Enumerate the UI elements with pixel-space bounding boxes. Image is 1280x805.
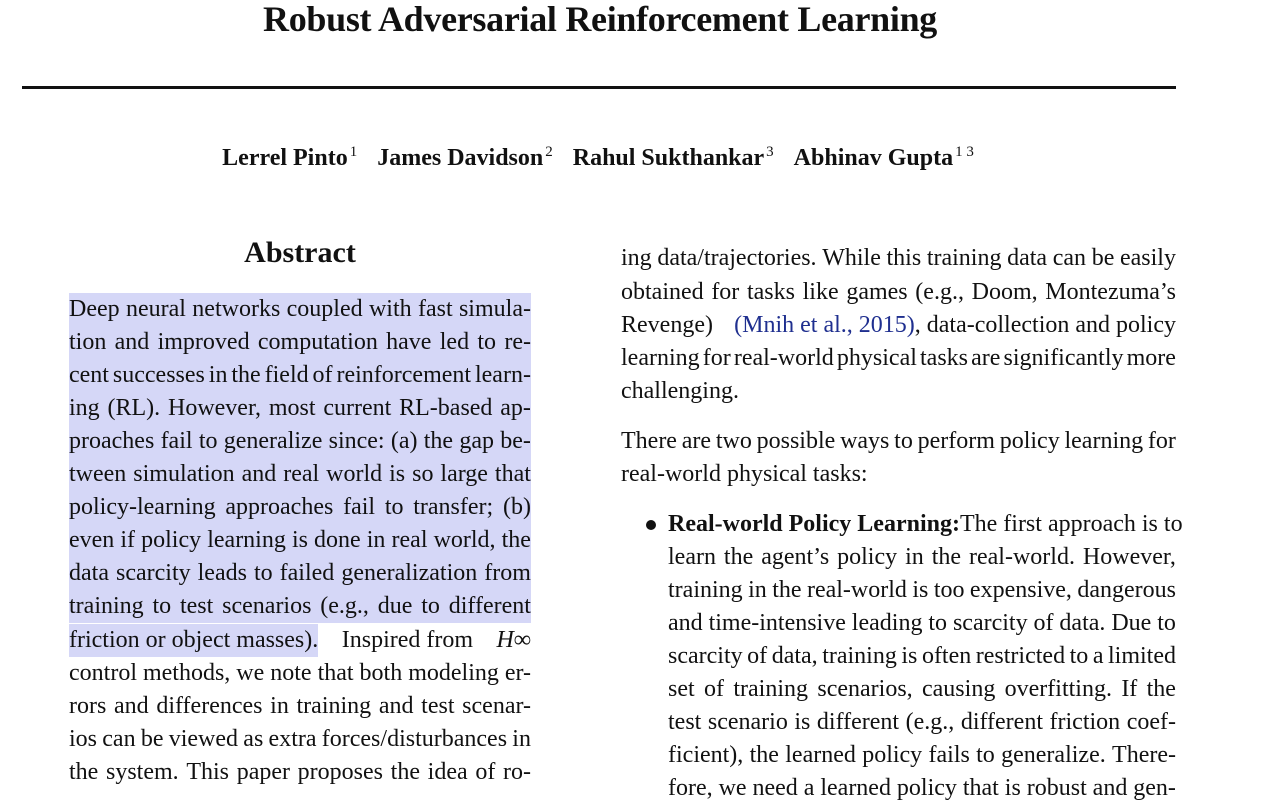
author: Lerrel Pinto $^1$	[222, 144, 358, 171]
list-item-line[interactable]: set of training scenarios, causing overfitting. If the	[668, 676, 1176, 702]
abstract-line[interactable]: ing (RL). However, most current RL-based ap-	[69, 392, 531, 425]
body-line[interactable]: learning for real-world physical tasks are significantly more	[621, 345, 1176, 371]
paper-title: Robust Adversarial Reinforcement Learning	[263, 0, 937, 39]
abstract-line[interactable]: proaches fail to generalize since: (a) the gap be-	[69, 425, 531, 458]
highlighted-text[interactable]: friction or object masses).	[69, 624, 318, 657]
bullet-icon	[646, 520, 656, 530]
abstract-line[interactable]: even if policy learning is done in real world, the	[69, 524, 531, 557]
body-line[interactable]: real-world physical tasks:	[621, 461, 868, 487]
abstract-line[interactable]: policy-learning approaches fail to transfer; (b)	[69, 491, 531, 524]
author-list	[0, 144, 1196, 172]
abstract-line[interactable]: rors and differences in training and test scenar-	[69, 693, 531, 719]
abstract-heading: Abstract	[244, 236, 356, 269]
author: Rahul Sukthankar $^3$	[572, 144, 774, 171]
abstract-line[interactable]: training to test scenarios (e.g., due to different	[69, 590, 531, 623]
body-line[interactable]: There are two possible ways to perform policy learning for	[621, 428, 1176, 454]
abstract-line[interactable]: ios can be viewed as extra forces/disturbances in	[69, 726, 531, 752]
h-infinity-symbol: H∞	[496, 627, 531, 653]
body-line[interactable]: obtained for tasks like games (e.g., Doom, Montezuma’s	[621, 279, 1176, 305]
abstract-line[interactable]: tween simulation and real world is so large that	[69, 458, 531, 491]
title-rule	[22, 86, 1176, 89]
body-line[interactable]: Revenge) (Mnih et al., 2015), data-collection and policy	[621, 312, 1176, 338]
list-item-line[interactable]: and time-intensive leading to scarcity of data. Due to	[668, 610, 1176, 636]
abstract-line[interactable]: control methods, we note that both modeling er-	[69, 660, 531, 686]
author: James Davidson $^2$	[377, 144, 553, 171]
abstract-line[interactable]: friction or object masses). Inspired from H∞	[69, 624, 531, 657]
abstract-line[interactable]: Deep neural networks coupled with fast simula-	[69, 293, 531, 326]
body-line[interactable]: challenging.	[621, 378, 739, 404]
abstract-line[interactable]: data scarcity leads to failed generalization from	[69, 557, 531, 590]
author: Abhinav Gupta $^{1 3}$	[793, 144, 974, 171]
list-item-line[interactable]: ficient), the learned policy fails to generalize. There-	[668, 742, 1176, 768]
body-line[interactable]: ing data/trajectories. While this training data can be easily	[621, 245, 1176, 271]
abstract-line[interactable]: tion and improved computation have led to re-	[69, 326, 531, 359]
list-item-line[interactable]: test scenario is different (e.g., different friction coef-	[668, 709, 1176, 735]
list-item-line[interactable]: scarcity of data, training is often restricted to a limited	[668, 643, 1176, 669]
list-item-line[interactable]: Real-world Policy Learning: The first approach is to	[668, 508, 1176, 541]
list-item-line[interactable]: fore, we need a learned policy that is robust and gen-	[668, 775, 1176, 801]
abstract-line[interactable]: cent successes in the field of reinforcement learn-	[69, 359, 531, 392]
list-item-line[interactable]: learn the agent’s policy in the real-world. However,	[668, 544, 1176, 570]
abstract-line[interactable]: the system. This paper proposes the idea of ro-	[69, 759, 531, 785]
list-item-label: Real-world Policy Learning:	[668, 511, 960, 537]
list-item-line[interactable]: training in the real-world is too expensive, dangerous	[668, 577, 1176, 603]
citation-link[interactable]: (Mnih et al., 2015)	[734, 312, 915, 338]
